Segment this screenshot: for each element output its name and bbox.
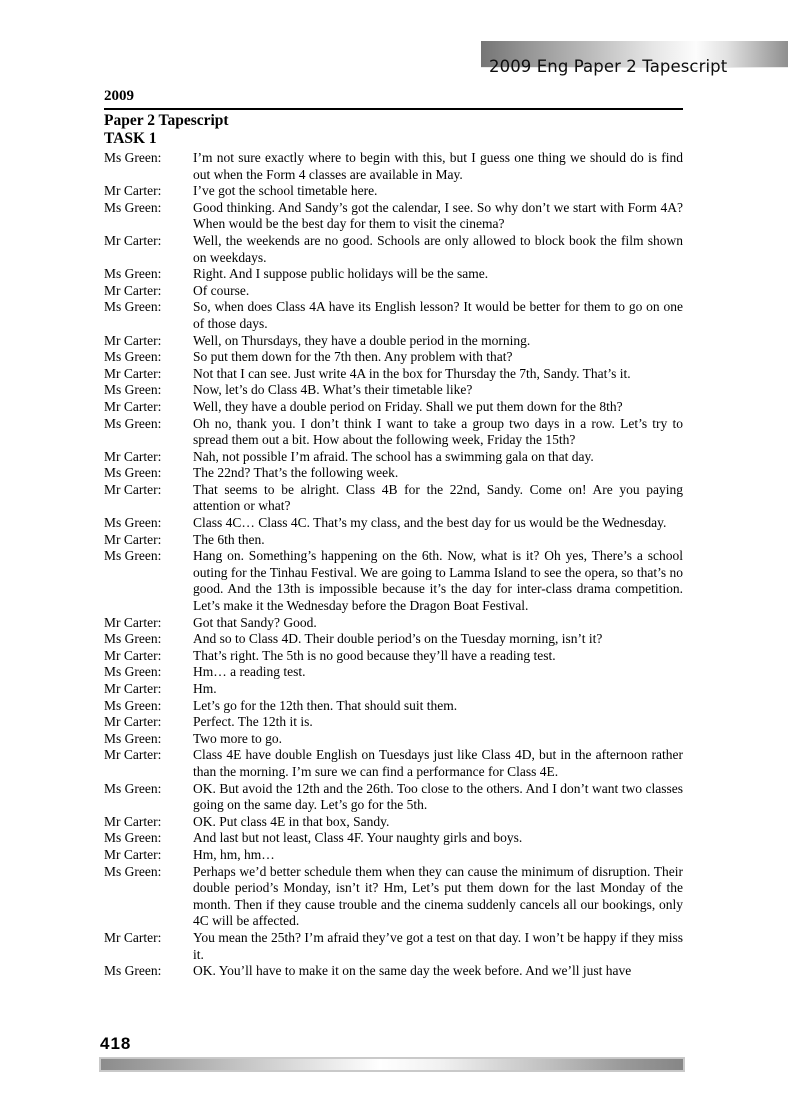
utterance-text: Oh no, thank you. I don’t think I want to take a group two days in a row. Let’s try to spread them out a bit. How about the following week, Friday the 15th? — [193, 415, 683, 448]
utterance-text: Well, they have a double period on Friday. Shall we put them down for the 8th? — [193, 398, 623, 414]
dialogue-row — [104, 532, 683, 549]
speaker-label: Mr Carter: — [104, 448, 162, 464]
speaker-label: Ms Green: — [104, 830, 162, 846]
utterance-text: I’m not sure exactly where to begin with this, but I guess one thing we should do is find out when the Form 4 classes are available in May. — [193, 150, 683, 182]
utterance-text: Let’s go for the 12th then. That should suit them. — [193, 697, 458, 713]
utterance-text: Class 4C… Class 4C. That’s my class, and the best day for us would be the Wednesday. — [193, 515, 667, 531]
dialogue-row — [104, 150, 683, 183]
dialogue-row — [104, 449, 683, 466]
dialogue-row — [104, 349, 683, 366]
speaker-label: Ms Green: — [104, 730, 162, 746]
speaker-label: Ms Green: — [104, 266, 162, 282]
dialogue-row — [104, 830, 683, 847]
utterance-text: Nah, not possible I’m afraid. The school has a swimming gala on that day. — [193, 448, 594, 464]
dialogue-transcript — [104, 150, 683, 980]
speaker-label: Ms Green: — [104, 664, 162, 680]
speaker-label: Mr Carter: — [104, 747, 162, 763]
dialogue-row — [104, 283, 683, 300]
dialogue-row — [104, 714, 683, 731]
dialogue-row — [104, 183, 683, 200]
dialogue-row — [104, 366, 683, 383]
speaker-label: Ms Green: — [104, 515, 162, 531]
dialogue-row — [104, 266, 683, 283]
speaker-label: Ms Green: — [104, 780, 162, 796]
dialogue-row — [104, 681, 683, 698]
utterance-text: OK. You’ll have to make it on the same day the week before. And we’ll just have — [193, 963, 632, 979]
speaker-label: Mr Carter: — [104, 714, 162, 730]
utterance-text: Of course. — [193, 282, 250, 298]
speaker-label: Mr Carter: — [104, 232, 162, 248]
dialogue-row — [104, 465, 683, 482]
utterance-text: Now, let’s do Class 4B. What’s their timetable like? — [193, 382, 473, 398]
utterance-text: Well, the weekends are no good. Schools are only allowed to block book the film shown on weekdays. — [193, 232, 683, 265]
speaker-label: Mr Carter: — [104, 813, 162, 829]
utterance-text: Hm… a reading test. — [193, 664, 306, 680]
dialogue-row — [104, 482, 683, 515]
speaker-label: Mr Carter: — [104, 398, 162, 414]
year-heading: 2009 — [104, 88, 134, 104]
dialogue-row — [104, 399, 683, 416]
speaker-label: Mr Carter: — [104, 332, 162, 348]
speaker-label: Mr Carter: — [104, 846, 162, 862]
dialogue-row — [104, 930, 683, 963]
speaker-label: Ms Green: — [104, 863, 162, 879]
utterance-text: Good thinking. And Sandy’s got the calendar, I see. So why don’t we start with Form 4A? When would be the best day for them to visit the cinema? — [193, 199, 683, 232]
speaker-label: Mr Carter: — [104, 531, 162, 547]
utterance-text: Got that Sandy? Good. — [193, 614, 317, 630]
utterance-text: I’ve got the school timetable here. — [193, 183, 378, 199]
utterance-text: Perfect. The 12th it is. — [193, 714, 313, 730]
utterance-text: And so to Class 4D. Their double period’s on the Tuesday morning, isn’t it? — [193, 631, 603, 647]
dialogue-row — [104, 382, 683, 399]
dialogue-row — [104, 515, 683, 532]
dialogue-row — [104, 631, 683, 648]
utterance-text: Hm, hm, hm… — [193, 846, 275, 862]
dialogue-row — [104, 698, 683, 715]
speaker-label: Mr Carter: — [104, 647, 162, 663]
utterance-text: The 6th then. — [193, 531, 265, 547]
dialogue-row — [104, 864, 683, 930]
document-title: Paper 2 Tapescript — [104, 112, 229, 129]
utterance-text: Class 4E have double English on Tuesdays just like Class 4D, but in the afternoon rather than the morning. I’m sure we can find a performance for Class 4E. — [193, 747, 683, 779]
utterance-text: Two more to go. — [193, 730, 283, 746]
dialogue-row — [104, 416, 683, 449]
speaker-label: Mr Carter: — [104, 681, 162, 696]
dialogue-row — [104, 648, 683, 665]
task-heading: TASK 1 — [104, 130, 157, 147]
utterance-text: OK. But avoid the 12th and the 26th. Too close to the others. And I don’t want two classes going on the same day. Let’s go for the 5th. — [193, 780, 683, 813]
speaker-label: Ms Green: — [104, 150, 162, 165]
dialogue-row — [104, 200, 683, 233]
utterance-text: Not that I can see. Just write 4A in the box for Thursday the 7th, Sandy. That’s it. — [193, 365, 631, 381]
utterance-text: You mean the 25th? I’m afraid they’ve got a test on that day. I won’t be happy if they miss it. — [193, 929, 683, 962]
speaker-label: Mr Carter: — [104, 183, 162, 199]
dialogue-row — [104, 299, 683, 332]
utterance-text: That seems to be alright. Class 4B for the 22nd, Sandy. Come on! Are you paying attention or what? — [193, 481, 683, 514]
horizontal-rule — [104, 108, 683, 110]
dialogue-row — [104, 963, 683, 980]
speaker-label: Mr Carter: — [104, 481, 162, 497]
speaker-label: Ms Green: — [104, 299, 162, 315]
dialogue-row — [104, 548, 683, 614]
dialogue-row — [104, 847, 683, 864]
utterance-text: Hang on. Something’s happening on the 6th. Now, what is it? Oh yes, There’s a school outing for the Tinhau Festival. We are going to Lamma Island to see the opera, so that’s no good. And the 13th is impossible because it’s the day for inter-class drama competition. Let’s make it the Wednesday before the Dragon Boat Festival. — [193, 548, 683, 614]
speaker-label: Ms Green: — [104, 382, 162, 398]
speaker-label: Ms Green: — [104, 349, 162, 365]
speaker-label: Mr Carter: — [104, 929, 162, 945]
dialogue-row — [104, 814, 683, 831]
speaker-label: Ms Green: — [104, 697, 162, 713]
footer-gradient-bar — [99, 1057, 685, 1072]
utterance-text: That’s right. The 5th is no good because they’ll have a reading test. — [193, 647, 556, 663]
utterance-text: So, when does Class 4A have its English lesson? It would be better for them to go on one of those days. — [193, 299, 683, 331]
utterance-text: So put them down for the 7th then. Any problem with that? — [193, 349, 513, 365]
dialogue-row — [104, 731, 683, 748]
speaker-label: Mr Carter: — [104, 365, 162, 381]
speaker-label: Mr Carter: — [104, 282, 162, 298]
speaker-label: Ms Green: — [104, 415, 162, 431]
dialogue-row — [104, 333, 683, 350]
dialogue-row — [104, 233, 683, 266]
speaker-label: Ms Green: — [104, 548, 162, 564]
utterance-text: The 22nd? That’s the following week. — [193, 465, 399, 481]
speaker-label: Ms Green: — [104, 199, 162, 215]
speaker-label: Ms Green: — [104, 631, 162, 647]
utterance-text: Hm. — [193, 681, 217, 696]
utterance-text: Right. And I suppose public holidays will be the same. — [193, 266, 489, 282]
page-number: 418 — [100, 1034, 132, 1053]
dialogue-row — [104, 615, 683, 632]
utterance-text: OK. Put class 4E in that box, Sandy. — [193, 813, 390, 829]
header-banner-title: 2009 Eng Paper 2 Tapescript — [489, 57, 728, 76]
page-content — [104, 87, 683, 980]
utterance-text: Well, on Thursdays, they have a double period in the morning. — [193, 332, 531, 348]
dialogue-row — [104, 747, 683, 780]
speaker-label: Ms Green: — [104, 963, 162, 979]
dialogue-row — [104, 781, 683, 814]
speaker-label: Mr Carter: — [104, 614, 162, 630]
speaker-label: Ms Green: — [104, 465, 162, 481]
utterance-text: And last but not least, Class 4F. Your naughty girls and boys. — [193, 830, 523, 846]
utterance-text: Perhaps we’d better schedule them when they can cause the minimum of disruption. Their double period’s Monday, isn’t it? Hm, Let’s put them down for the last Monday of the month. Then if they cause trouble and the cinema suddenly cancels all our bookings, only 4C will be affected. — [193, 863, 683, 929]
dialogue-row — [104, 664, 683, 681]
